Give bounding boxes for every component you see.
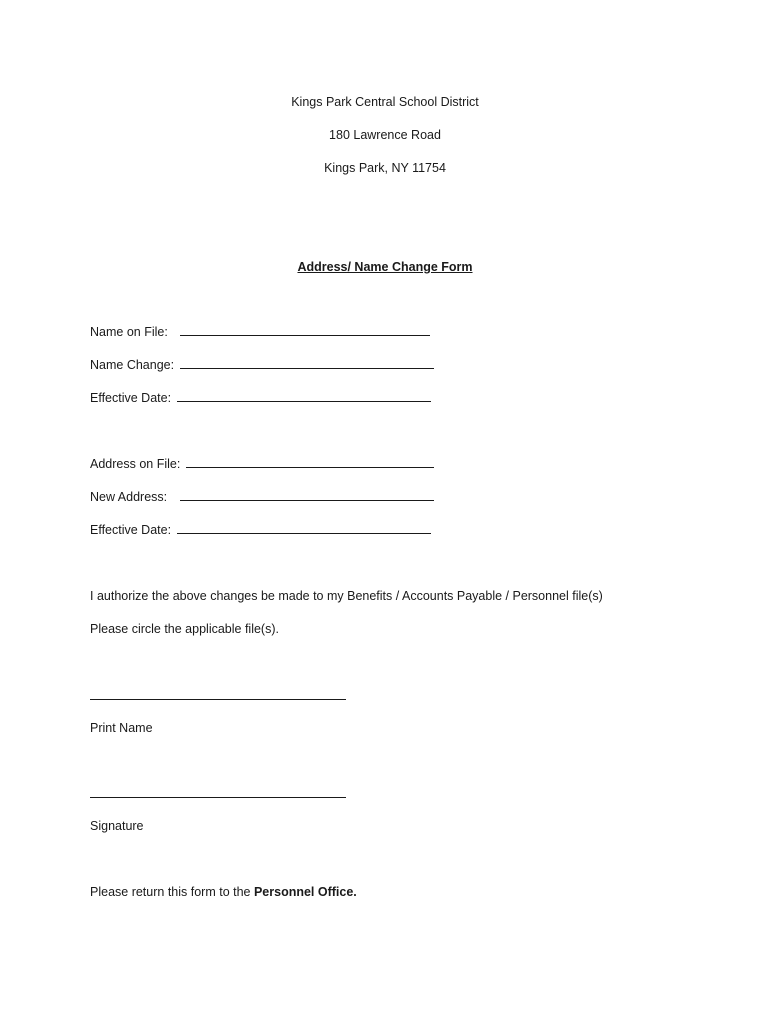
- name-change-field[interactable]: [180, 358, 434, 369]
- circle-note: Please circle the applicable file(s).: [90, 622, 279, 636]
- name-effective-date-field[interactable]: [177, 391, 431, 402]
- print-name-line[interactable]: [90, 699, 346, 700]
- district-name: Kings Park Central School District: [291, 95, 479, 109]
- address-on-file-row: [90, 457, 434, 471]
- signature-line[interactable]: [90, 797, 346, 798]
- new-address-row: [90, 490, 434, 504]
- return-prefix: Please return this form to the: [90, 885, 254, 899]
- return-office: Personnel Office.: [253, 885, 357, 899]
- name-on-file-field[interactable]: [180, 325, 430, 336]
- new-address-label: New Address:: [90, 490, 168, 504]
- district-city: Kings Park, NY 11754: [324, 161, 446, 175]
- name-change-row: [90, 358, 434, 372]
- address-effective-date-row: [90, 523, 431, 537]
- name-change-label: Name Change:: [90, 358, 175, 372]
- print-name-label: Print Name: [90, 721, 153, 735]
- name-on-file-row: [90, 325, 430, 339]
- name-on-file-label: Name on File:: [90, 325, 168, 339]
- authorization-text: I authorize the above changes be made to my Benefits / Accounts Payable / Personnel file(s): [90, 589, 603, 603]
- name-effective-date-row: [90, 391, 431, 405]
- new-address-field[interactable]: [180, 490, 434, 501]
- address-effective-date-label: Effective Date:: [90, 523, 172, 537]
- name-effective-date-label: Effective Date:: [90, 391, 172, 405]
- return-instruction: [90, 885, 357, 899]
- address-effective-date-field[interactable]: [177, 523, 431, 534]
- address-on-file-label: Address on File:: [90, 457, 181, 471]
- form-title: Address/ Name Change Form: [297, 260, 473, 274]
- address-on-file-field[interactable]: [186, 457, 434, 468]
- district-street: 180 Lawrence Road: [329, 128, 441, 142]
- signature-label: Signature: [90, 819, 144, 833]
